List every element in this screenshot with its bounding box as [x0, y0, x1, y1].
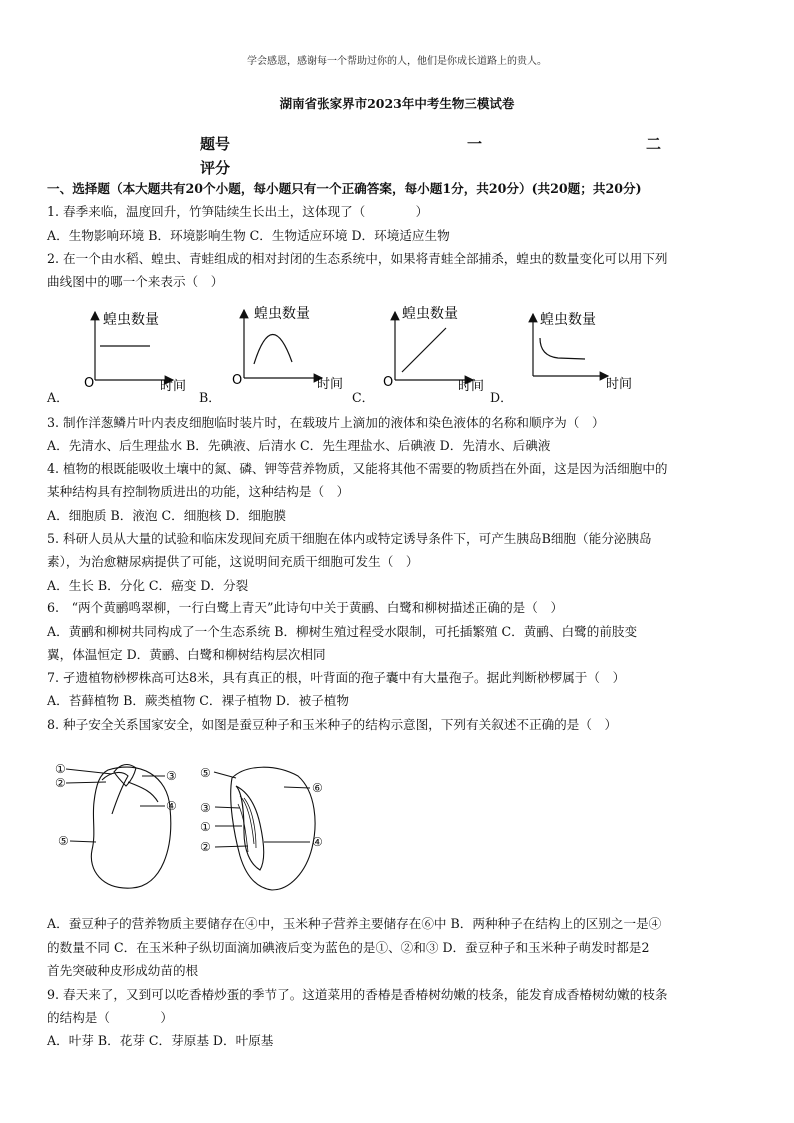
q6-stem: 6. “两个黄鹂鸣翠柳，一行白鹭上青天”此诗句中关于黄鹂、白鹭和柳树描述正确的是（ ）	[47, 600, 564, 615]
q2-option-c: C．	[352, 390, 375, 405]
exam-title: 湖南省张家界市2023年中考生物三模试卷	[279, 96, 515, 111]
graph-a-origin: O	[84, 376, 95, 391]
corn-label-2: ②	[200, 840, 211, 854]
corn-outline	[231, 767, 315, 890]
score-table-score-label: 评分	[200, 159, 231, 177]
graph-c-origin: O	[383, 375, 394, 390]
bean-label-1: ①	[55, 762, 66, 776]
graph-b-ylabel: 蝗虫数量	[254, 306, 310, 322]
q8-stem: 8. 种子安全关系国家安全，如图是蚕豆种子和玉米种子的结构示意图，下列有关叙述不正确的是（ ）	[47, 717, 618, 732]
q4-stem-line-1: 4. 植物的根既能吸收土壤中的氮、磷、钾等营养物质，又能将其他不需要的物质挡在外面，这是因为活细胞中的	[47, 461, 668, 476]
corn-label-5: ⑤	[200, 766, 211, 780]
q2-stem-line-2: 曲线图中的哪一个来表示（ ）	[47, 274, 224, 289]
broad-bean-embryo	[102, 773, 128, 814]
score-table-question-label: 题号	[200, 135, 231, 153]
graph-a-ylabel: 蝗虫数量	[103, 312, 159, 328]
graph-c-xlabel: 时间	[458, 379, 485, 394]
q2-option-b: B．	[199, 390, 221, 405]
q8-options-line-1: A．蚕豆种子的营养物质主要储存在④中，玉米种子营养主要储存在⑥中 B．两种种子在结构上的区别之一是④	[47, 916, 662, 931]
bean-label-4: ④	[166, 799, 177, 813]
score-table-col-1: 一	[467, 135, 483, 153]
q5-stem-line-2: 素），为治愈糖尿病提供了可能，这说明间充质干细胞可发生（ ）	[47, 554, 419, 569]
graph-d	[533, 311, 632, 392]
q2-option-d: D．	[490, 390, 513, 405]
q5-options: A．生长 B．分化 C．癌变 D．分裂	[47, 578, 249, 593]
broad-bean-outline	[91, 767, 170, 888]
q1-options: A．生物影响环境 B．环境影响生物 C．生物适应环境 D．环境适应生物	[47, 228, 450, 243]
q9-stem-line-2: 的结构是（ ）	[47, 1010, 173, 1025]
corn-label-6: ⑥	[312, 781, 323, 795]
graph-a-xlabel: 时间	[160, 379, 187, 394]
q8-options-line-2: 的数量不同 C．在玉米种子纵切面滴加碘液后变为蓝色的是①、②和③ D．蚕豆种子和玉米种子萌发时都是2	[47, 940, 650, 955]
graph-d-ylabel: 蝗虫数量	[540, 312, 596, 328]
q8-seed-diagrams	[40, 752, 340, 894]
q7-stem: 7. 孑遗植物桫椤株高可达8米，具有真正的根，叶背面的孢子囊中有大量孢子。据此判断桫椤属于（ ）	[47, 670, 626, 685]
q3-stem: 3. 制作洋葱鳞片叶内表皮细胞临时装片时，在载玻片上滴加的液体和染色液体的名称和顺序为（ ）	[47, 415, 605, 430]
corn-seed	[214, 767, 315, 890]
graph-b	[232, 305, 343, 392]
graph-a	[84, 311, 186, 394]
corn-label-3: ③	[200, 801, 211, 815]
q6-options-line-2: 翼，体温恒定 D．黄鹂、白鹭和柳树结构层次相同	[47, 647, 326, 662]
bean-label-5: ⑤	[58, 834, 69, 848]
motto: 学会感恩，感谢每一个帮助过你的人，他们是你成长道路上的贵人。	[247, 56, 547, 67]
corn-label-4: ④	[312, 835, 323, 849]
q8-options-line-3: 首先突破种皮形成幼苗的根	[47, 963, 199, 978]
graph-c-curve	[402, 328, 446, 372]
q6-options-line-1: A．黄鹂和柳树共同构成了一个生态系统 B．柳树生殖过程受水限制，可托插繁殖 C．黄鹂、白鹭的前肢变	[47, 624, 638, 639]
q4-options: A．细胞质 B．液泡 C．细胞核 D．细胞膜	[47, 508, 286, 523]
section-1-heading: 一、选择题（本大题共有20个小题，每小题只有一个正确答案，每小题1分，共20分）(共20题；共20分)	[47, 181, 642, 196]
q2-stem-line-1: 2. 在一个由水稻、蝗虫、青蛙组成的相对封闭的生态系统中，如果将青蛙全部捕杀，蝗虫的数量变化可以用下列	[47, 251, 668, 266]
broad-bean-cotyledon-edge	[128, 782, 158, 802]
q3-options: A．先清水、后生理盐水 B．先碘液、后清水 C．先生理盐水、后碘液 D．先清水、后碘液	[47, 438, 551, 453]
q4-stem-line-2: 某种结构具有控制物质进出的功能，这种结构是（ ）	[47, 484, 350, 499]
graph-c-ylabel: 蝗虫数量	[402, 306, 458, 322]
broad-bean-seed	[66, 765, 171, 889]
graph-d-xlabel: 时间	[606, 377, 633, 392]
score-table-col-2: 二	[646, 135, 662, 153]
graph-b-xlabel: 时间	[317, 377, 344, 392]
graph-b-origin: O	[232, 373, 243, 388]
graph-c	[383, 305, 484, 394]
graph-d-curve	[540, 338, 585, 359]
q5-stem-line-1: 5. 科研人员从大量的试验和临床发现间充质干细胞在体内或特定诱导条件下，可产生胰岛B细胞（能分泌胰岛	[47, 531, 652, 546]
bean-label-3: ③	[166, 769, 177, 783]
q1-stem: 1. 春季来临，温度回升，竹笋陆续生长出土，这体现了（ ）	[47, 204, 429, 219]
q7-options: A．苔藓植物 B．蕨类植物 C．裸子植物 D．被子植物	[47, 693, 349, 708]
q9-stem-line-1: 9. 春天来了，又到可以吃香椿炒蛋的季节了。这道菜用的香椿是香椿树幼嫩的枝条，能发育成香椿树幼嫩的枝条	[47, 987, 668, 1002]
bean-label-2: ②	[55, 776, 66, 790]
q9-options: A．叶芽 B．花芽 C．芽原基 D．叶原基	[47, 1033, 274, 1048]
q2-option-a: A．	[47, 390, 69, 405]
corn-label-1: ①	[200, 820, 211, 834]
graph-b-curve	[254, 334, 292, 364]
